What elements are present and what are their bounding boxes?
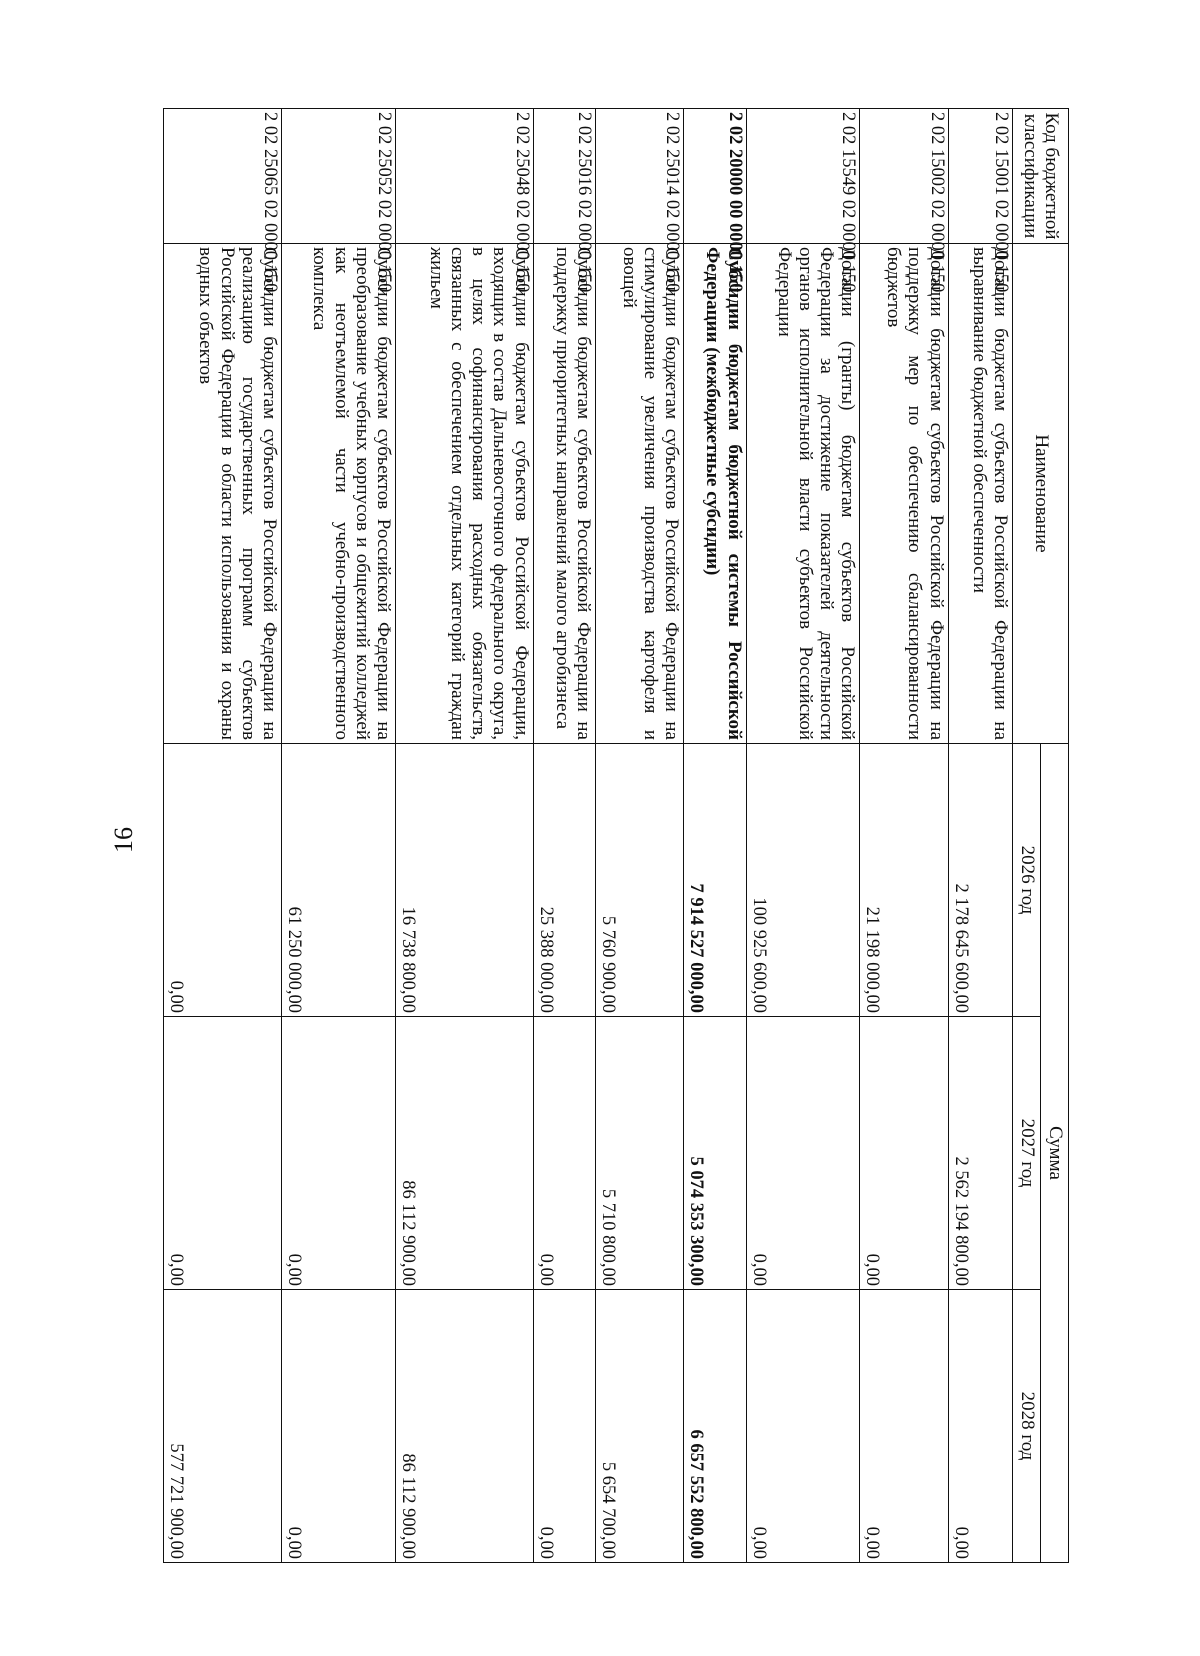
row-2028: 86 112 900,00 xyxy=(396,1290,534,1563)
row-2026: 5 760 900,00 xyxy=(596,744,684,1017)
row-2026: 7 914 527 000,00 xyxy=(684,744,746,1017)
header-2026: 2026 год xyxy=(1013,744,1041,1017)
page-number: 16 xyxy=(109,827,138,853)
row-2028: 577 721 900,00 xyxy=(164,1290,282,1563)
table-row xyxy=(684,109,746,1563)
row-2027: 86 112 900,00 xyxy=(396,1017,534,1290)
row-name: Субсидии бюджетам субъектов Российской Федерации на реализацию государственных программ субъектов Российской Федерации в области использования и охраны водных объектов xyxy=(164,244,282,744)
row-code: 2 02 25016 02 0000 150 xyxy=(533,109,595,244)
row-code: 2 02 15549 02 0000 150 xyxy=(746,109,860,244)
row-name: Субсидии бюджетам бюджетной системы Российской Федерации (межбюджетные субсидии) xyxy=(684,244,746,744)
row-2026: 16 738 800,00 xyxy=(396,744,534,1017)
row-2027: 0,00 xyxy=(746,1017,860,1290)
table-row xyxy=(282,109,396,1563)
row-2027: 0,00 xyxy=(533,1017,595,1290)
budget-table xyxy=(163,108,1069,1563)
table-row xyxy=(596,109,684,1563)
header-sum: Сумма xyxy=(1041,744,1069,1563)
row-2027: 2 562 194 800,00 xyxy=(948,1017,1012,1290)
table-row xyxy=(396,109,534,1563)
table-row xyxy=(860,109,948,1563)
row-name: Субсидии бюджетам субъектов Российской Федерации на стимулирование увеличения производства картофеля и овощей xyxy=(596,244,684,744)
row-name: Субсидии бюджетам субъектов Российской Федерации на поддержку приоритетных направлений малого агробизнеса xyxy=(533,244,595,744)
row-2028: 0,00 xyxy=(533,1290,595,1563)
table-row xyxy=(164,109,282,1563)
row-2028: 0,00 xyxy=(860,1290,948,1563)
header-2027: 2027 год xyxy=(1013,1017,1041,1290)
row-2028: 5 654 700,00 xyxy=(596,1290,684,1563)
row-code: 2 02 20000 00 0000 150 xyxy=(684,109,746,244)
table-row xyxy=(746,109,860,1563)
header-name: Наименование xyxy=(1013,244,1069,744)
row-2028: 6 657 552 800,00 xyxy=(684,1290,746,1563)
row-code: 2 02 15002 02 0000 150 xyxy=(860,109,948,244)
row-name: Дотации бюджетам субъектов Российской Федерации на выравнивание бюджетной обеспеченности xyxy=(948,244,1012,744)
row-2026: 25 388 000,00 xyxy=(533,744,595,1017)
table-row xyxy=(948,109,1012,1563)
rotated-table-container xyxy=(163,108,1069,1562)
header-2028: 2028 год xyxy=(1013,1290,1041,1563)
row-2026: 61 250 000,00 xyxy=(282,744,396,1017)
row-2027: 0,00 xyxy=(164,1017,282,1290)
row-name: Субсидии бюджетам субъектов Российской Федерации на преобразование учебных корпусов и общежитий колледжей как неотъемлемой части учебно-производственного комплекса xyxy=(282,244,396,744)
row-code: 2 02 15001 02 0000 150 xyxy=(948,109,1012,244)
header-code: Код бюджетной классификации xyxy=(1013,109,1069,244)
row-2026: 100 925 600,00 xyxy=(746,744,860,1017)
row-2028: 0,00 xyxy=(746,1290,860,1563)
row-2026: 0,00 xyxy=(164,744,282,1017)
row-2027: 5 074 353 300,00 xyxy=(684,1017,746,1290)
row-2027: 0,00 xyxy=(860,1017,948,1290)
row-2026: 2 178 645 600,00 xyxy=(948,744,1012,1017)
row-2028: 0,00 xyxy=(282,1290,396,1563)
row-2026: 21 198 000,00 xyxy=(860,744,948,1017)
row-name: Дотации (гранты) бюджетам субъектов Российской Федерации за достижение показателей деятельности органов исполнительной власти субъектов Российской Федерации xyxy=(746,244,860,744)
row-code: 2 02 25065 02 0000 150 xyxy=(164,109,282,244)
table-row xyxy=(533,109,595,1563)
row-code: 2 02 25048 02 0000 150 xyxy=(396,109,534,244)
row-2027: 0,00 xyxy=(282,1017,396,1290)
row-2028: 0,00 xyxy=(948,1290,1012,1563)
row-name: Субсидии бюджетам субъектов Российской Федерации, входящих в состав Дальневосточного федерального округа, в целях софинансирования расходных обязательств, связанных с обеспечением отдельных категорий граждан жильем xyxy=(396,244,534,744)
row-code: 2 02 25052 02 0000 150 xyxy=(282,109,396,244)
row-code: 2 02 25014 02 0000 150 xyxy=(596,109,684,244)
row-name: Дотации бюджетам субъектов Российской Федерации на поддержку мер по обеспечению сбалансированности бюджетов xyxy=(860,244,948,744)
row-2027: 5 710 800,00 xyxy=(596,1017,684,1290)
